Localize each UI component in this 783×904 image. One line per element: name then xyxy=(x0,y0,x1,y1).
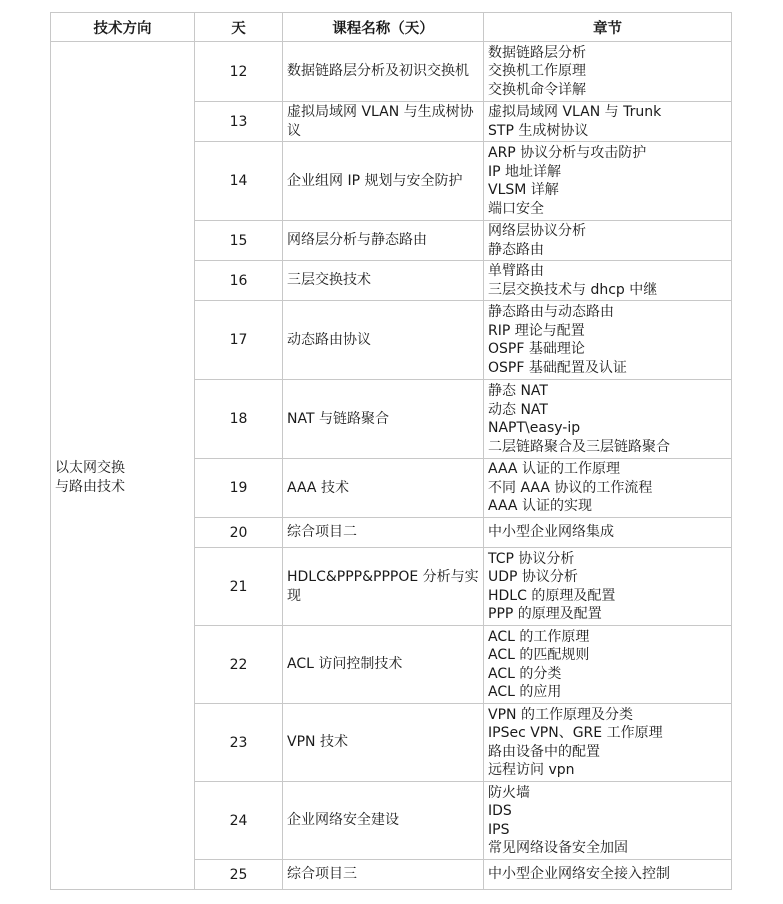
chapter-item: AAA 认证的工作原理 xyxy=(488,461,620,478)
course-name-cell: 网络层分析与静态路由 xyxy=(283,221,484,261)
day-cell: 15 xyxy=(195,221,283,261)
chapter-item: AAA 认证的实现 xyxy=(488,498,592,515)
chapter-item: IP 地址详解 xyxy=(488,163,562,180)
chapters-cell xyxy=(484,548,732,626)
chapter-item: 三层交换技术与 dhcp 中继 xyxy=(488,281,658,298)
day-cell: 18 xyxy=(195,380,283,459)
day-cell: 12 xyxy=(195,42,283,102)
chapter-item: HDLC 的原理及配置 xyxy=(488,587,616,604)
course-name-cell: ACL 访问控制技术 xyxy=(283,626,484,704)
course-name-cell: 综合项目二 xyxy=(283,518,484,548)
chapter-item: ACL 的分类 xyxy=(488,665,562,682)
chapters-cell xyxy=(484,142,732,221)
header-direction: 技术方向 xyxy=(51,13,195,42)
chapter-item: 交换机命令详解 xyxy=(488,81,586,98)
chapter-item: 静态路由与动态路由 xyxy=(488,304,614,320)
chapter-item: 路由设备中的配置 xyxy=(488,743,600,760)
chapter-item: 数据链路层分析 xyxy=(488,44,586,61)
chapter-item: 二层链路聚合及三层链路聚合 xyxy=(488,438,670,455)
course-name-cell: 虚拟局域网 VLAN 与生成树协议 xyxy=(283,102,484,142)
chapter-item: NAPT\easy-ip xyxy=(488,420,581,436)
day-cell: 14 xyxy=(195,142,283,221)
chapters-cell xyxy=(484,301,732,380)
chapters-cell xyxy=(484,459,732,518)
chapter-item: IPS xyxy=(488,821,510,838)
chapter-item: 防火墙 xyxy=(488,784,530,801)
chapter-item: 端口安全 xyxy=(488,200,544,217)
chapter-item: 交换机工作原理 xyxy=(488,63,586,80)
chapter-item: 不同 AAA 协议的工作流程 xyxy=(488,479,653,496)
chapters-cell xyxy=(484,380,732,459)
chapter-item: 虚拟局域网 VLAN 与 Trunk xyxy=(488,104,662,120)
chapter-item: VLSM 详解 xyxy=(488,182,559,198)
chapter-item: ACL 的匹配规则 xyxy=(488,647,590,663)
chapter-item: IPSec VPN、GRE 工作原理 xyxy=(488,725,663,741)
chapter-item: 单臂路由 xyxy=(488,263,544,279)
header-course-name: 课程名称（天） xyxy=(283,13,484,42)
chapter-item: UDP 协议分析 xyxy=(488,569,578,585)
chapters-cell xyxy=(484,782,732,860)
chapters-cell xyxy=(484,261,732,301)
day-cell: 16 xyxy=(195,261,283,301)
day-cell: 24 xyxy=(195,782,283,860)
chapters-cell xyxy=(484,704,732,782)
chapter-item: OSPF 基础配置及认证 xyxy=(488,359,627,376)
course-name-cell: NAT 与链路聚合 xyxy=(283,380,484,459)
curriculum-table xyxy=(50,12,732,890)
course-name-cell: VPN 技术 xyxy=(283,704,484,782)
header-row xyxy=(51,13,732,42)
day-cell: 17 xyxy=(195,301,283,380)
day-cell: 22 xyxy=(195,626,283,704)
chapter-item: 常见网络设备安全加固 xyxy=(488,840,628,856)
direction-cell xyxy=(51,42,195,890)
day-cell: 21 xyxy=(195,548,283,626)
chapters-cell xyxy=(484,42,732,102)
chapter-item: TCP 协议分析 xyxy=(488,550,575,567)
chapter-item: ACL 的应用 xyxy=(488,684,562,700)
table-body xyxy=(51,42,732,890)
header-chapters: 章节 xyxy=(484,13,732,42)
course-name-cell: 动态路由协议 xyxy=(283,301,484,380)
course-name-cell: 数据链路层分析及初识交换机 xyxy=(283,42,484,102)
header-day: 天 xyxy=(195,13,283,42)
chapters-cell xyxy=(484,102,732,142)
course-name-cell: 企业组网 IP 规划与安全防护 xyxy=(283,142,484,221)
chapter-item: 动态 NAT xyxy=(488,401,548,418)
course-name-cell: 企业网络安全建设 xyxy=(283,782,484,860)
direction-label: 以太网交换 与路由技术 xyxy=(55,459,125,495)
chapter-item: IDS xyxy=(488,803,512,819)
course-name-cell: 三层交换技术 xyxy=(283,261,484,301)
chapter-item: 静态路由 xyxy=(488,241,544,258)
day-cell: 25 xyxy=(195,860,283,890)
day-cell: 20 xyxy=(195,518,283,548)
day-cell: 19 xyxy=(195,459,283,518)
chapters-cell xyxy=(484,221,732,261)
chapter-item: 静态 NAT xyxy=(488,383,548,399)
chapter-item: 中小型企业网络集成 xyxy=(488,524,614,541)
chapter-item: RIP 理论与配置 xyxy=(488,322,585,339)
chapter-item: PPP 的原理及配置 xyxy=(488,606,602,622)
chapters-cell xyxy=(484,860,732,890)
course-name-cell: AAA 技术 xyxy=(283,459,484,518)
chapter-item: ARP 协议分析与攻击防护 xyxy=(488,145,647,161)
day-cell: 23 xyxy=(195,704,283,782)
chapter-item: 远程访问 vpn xyxy=(488,762,575,778)
course-name-cell: HDLC&PPP&PPPOE 分析与实现 xyxy=(283,548,484,626)
chapter-item: STP 生成树协议 xyxy=(488,122,589,139)
chapter-item: VPN 的工作原理及分类 xyxy=(488,706,633,723)
chapter-item: 中小型企业网络安全接入控制 xyxy=(488,866,670,883)
chapters-cell xyxy=(484,626,732,704)
chapter-item: OSPF 基础理论 xyxy=(488,341,585,357)
chapter-item: ACL 的工作原理 xyxy=(488,628,590,645)
course-name-cell: 综合项目三 xyxy=(283,860,484,890)
table-row xyxy=(51,42,732,102)
day-cell: 13 xyxy=(195,102,283,142)
chapters-cell xyxy=(484,518,732,548)
chapter-item: 网络层协议分析 xyxy=(488,223,586,239)
